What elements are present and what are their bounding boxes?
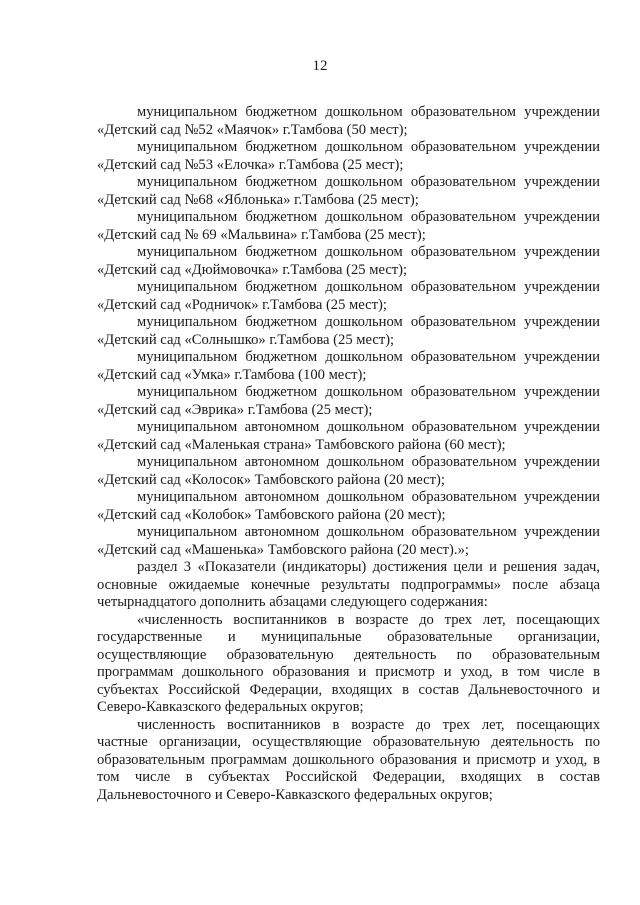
text-line: «Детский сад №68 «Яблонька» г.Тамбова (25 мест);: [97, 191, 419, 208]
text-line: образовательным программам дошкольного образования и присмотр и уход, в: [97, 751, 600, 768]
text-line: «Детский сад № 69 «Мальвина» г.Тамбова (25 мест);: [97, 226, 426, 243]
text-line: том числе в субъектах Российской Федерации, входящих в состав: [97, 769, 600, 785]
text-line: «Детский сад №52 «Маячок» г.Тамбова (50 мест);: [97, 121, 408, 138]
page-number: 12: [312, 58, 328, 74]
text-line: «численность воспитанников в возрасте до трех лет, посещающих: [137, 611, 600, 628]
text-line: «Детский сад «Колосок» Тамбовского района (20 мест);: [97, 471, 445, 488]
text-line: программам дошкольного образования и присмотр и уход, в том числе в: [97, 664, 600, 680]
text-line: численность воспитанников в возрасте до трех лет, посещающих: [137, 716, 600, 733]
text-line: муниципальном бюджетном дошкольном образовательном учреждении: [137, 244, 600, 260]
text-line: муниципальном автономном дошкольном образовательном учреждении: [137, 454, 600, 470]
text-line: муниципальном бюджетном дошкольном образовательном учреждении: [137, 139, 600, 155]
text-line: «Детский сад «Родничок» г.Тамбова (25 мест);: [97, 296, 387, 313]
text-line: «Детский сад «Умка» г.Тамбова (100 мест);: [97, 366, 367, 383]
text-line: «Детский сад «Машенька» Тамбовского района (20 мест).»;: [97, 541, 469, 558]
text-line: муниципальном бюджетном дошкольном образовательном учреждении: [137, 384, 600, 400]
text-line: Дальневосточного и Северо-Кавказского федеральных округов;: [97, 786, 493, 803]
text-line: «Детский сад «Маленькая страна» Тамбовского района (60 мест);: [97, 436, 506, 453]
text-line: государственные и муниципальные образовательные организации,: [97, 629, 600, 645]
text-line: муниципальном автономном дошкольном образовательном учреждении: [137, 419, 600, 435]
text-line: «Детский сад «Колобок» Тамбовского района (20 мест);: [97, 506, 446, 523]
text-line: Северо-Кавказского федеральных округов;: [97, 699, 364, 715]
text-line: муниципальном бюджетном дошкольном образовательном учреждении: [137, 209, 600, 225]
text-line: «Детский сад «Дюймовочка» г.Тамбова (25 мест);: [97, 261, 408, 278]
text-line: муниципальном бюджетном дошкольном образовательном учреждении: [137, 279, 600, 295]
text-line: осуществляющие образовательную деятельность по образовательным: [97, 646, 600, 663]
text-line: субъектах Российской Федерации, входящих в состав Дальневосточного и: [97, 681, 600, 698]
text-line: «Детский сад «Эврика» г.Тамбова (25 мест);: [97, 401, 373, 418]
text-line: частные организации, осуществляющие образовательную деятельность по: [97, 734, 600, 750]
text-line: четырнадцатого дополнить абзацами следующего содержания:: [97, 594, 488, 610]
text-line: «Детский сад №53 «Елочка» г.Тамбова (25 мест);: [97, 156, 404, 173]
text-line: основные ожидаемые конечные результаты подпрограммы» после абзаца: [97, 576, 600, 593]
text-line: муниципальном бюджетном дошкольном образовательном учреждении: [137, 174, 600, 190]
text-line: муниципальном автономном дошкольном образовательном учреждении: [137, 524, 600, 540]
text-line: муниципальном автономном дошкольном образовательном учреждении: [137, 489, 600, 505]
text-line: муниципальном бюджетном дошкольном образовательном учреждении: [137, 349, 600, 365]
text-line: муниципальном бюджетном дошкольном образовательном учреждении: [137, 314, 600, 330]
document-body: [97, 104, 600, 804]
text-line: «Детский сад «Солнышко» г.Тамбова (25 мест);: [97, 331, 395, 348]
text-line: муниципальном бюджетном дошкольном образовательном учреждении: [137, 104, 600, 120]
text-line: раздел 3 «Показатели (индикаторы) достижения цели и решения задач,: [137, 559, 600, 575]
